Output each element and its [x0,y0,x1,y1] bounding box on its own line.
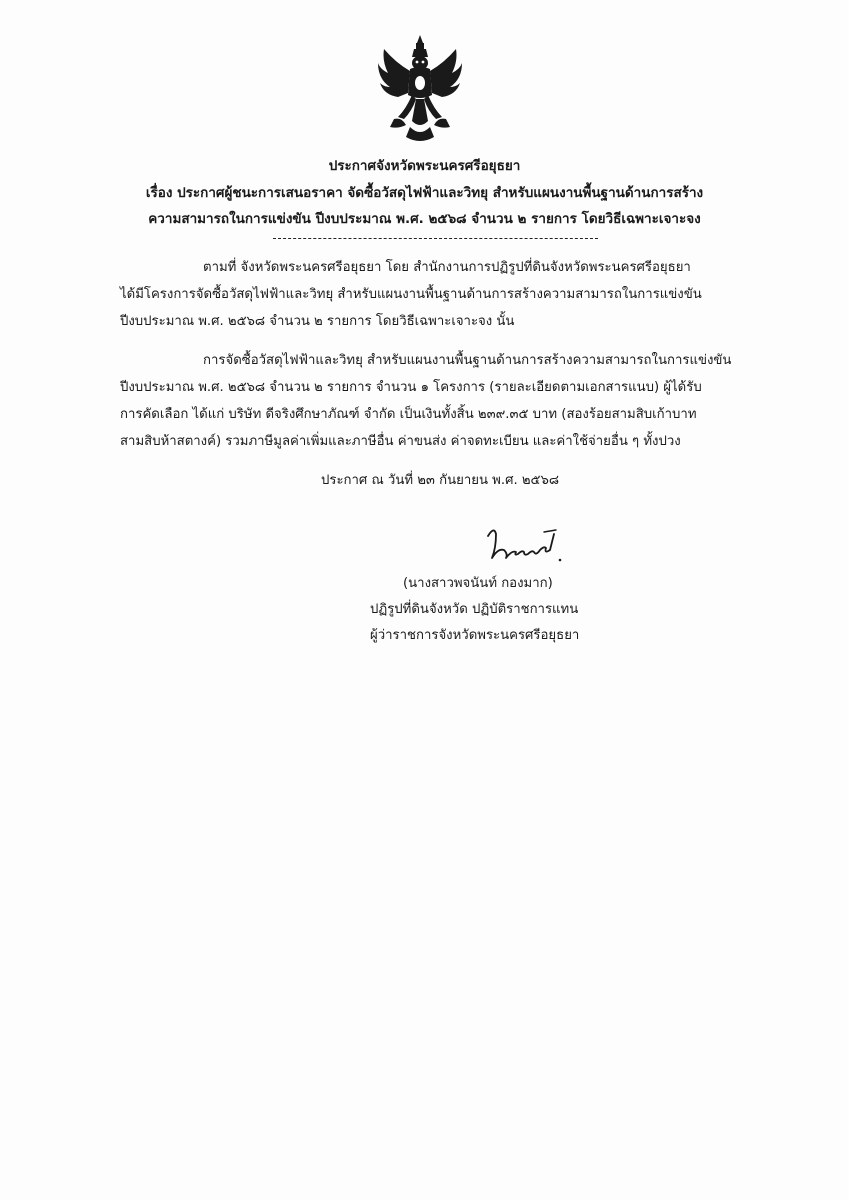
paragraph-1-line-2: ได้มีโครงการจัดซื้อวัสดุไฟฟ้าและวิทยุ สำหรับแผนงานพื้นฐานด้านการสร้างความสามารถในการแข่งขัน [120,287,702,302]
subject-line-2: ความสามารถในการแข่งขัน ปีงบประมาณ พ.ศ. ๒๕๖๘ จำนวน ๒ รายการ โดยวิธีเฉพาะเจาะจง [148,211,701,227]
handwritten-signature [484,520,564,566]
paragraph-2-line-1: การจัดซื้อวัสดุไฟฟ้าและวิทยุ สำหรับแผนงานพื้นฐานด้านการสร้างความสามารถในการแข่งขัน [203,353,732,368]
signer-position-2: ผู้ว่าราชการจังหวัดพระนครศรีอยุธยา [370,628,580,643]
paragraph-1-line-1: ตามที่ จังหวัดพระนครศรีอยุธยา โดย สำนักงานการปฏิรูปที่ดินจังหวัดพระนครศรีอยุธยา [203,260,691,275]
paragraph-2-line-3: การคัดเลือก ได้แก่ บริษัท ดีจริงศึกษาภัณฑ์ จำกัด เป็นเงินทั้งสิ้น ๒๓๙.๓๕ บาท (สองร้อยสามสิบเก้าบาท [120,407,697,422]
paragraph-2-line-4: สามสิบห้าสตางค์) รวมภาษีมูลค่าเพิ่มและภาษีอื่น ค่าขนส่ง ค่าจดทะเบียน และค่าใช้จ่ายอื่น ๆ ทั้งปวง [120,434,681,449]
signer-name: (นางสาวพจนันท์ กองมาก) [403,576,553,591]
paragraph-2-line-2: ปีงบประมาณ พ.ศ. ๒๕๖๘ จำนวน ๒ รายการ จำนวน ๑ โครงการ (รายละเอียดตามเอกสารแนบ) ผู้ได้รับ [120,380,702,395]
signer-position-1: ปฏิรูปที่ดินจังหวัด ปฏิบัติราชการแทน [370,602,579,617]
announcement-title: ประกาศจังหวัดพระนครศรีอยุธยา [328,158,521,174]
title-divider [273,238,598,239]
garuda-emblem-icon [376,33,464,145]
subject-line-1: เรื่อง ประกาศผู้ชนะการเสนอราคา จัดซื้อวัสดุไฟฟ้าและวิทยุ สำหรับแผนงานพื้นฐานด้านการสร้าง [145,185,704,201]
paragraph-1-line-3: ปีงบประมาณ พ.ศ. ๒๕๖๘ จำนวน ๒ รายการ โดยวิธีเฉพาะเจาะจง นั้น [120,314,515,329]
announcement-date: ประกาศ ณ วันที่ ๒๓ กันยายน พ.ศ. ๒๕๖๘ [321,473,560,488]
